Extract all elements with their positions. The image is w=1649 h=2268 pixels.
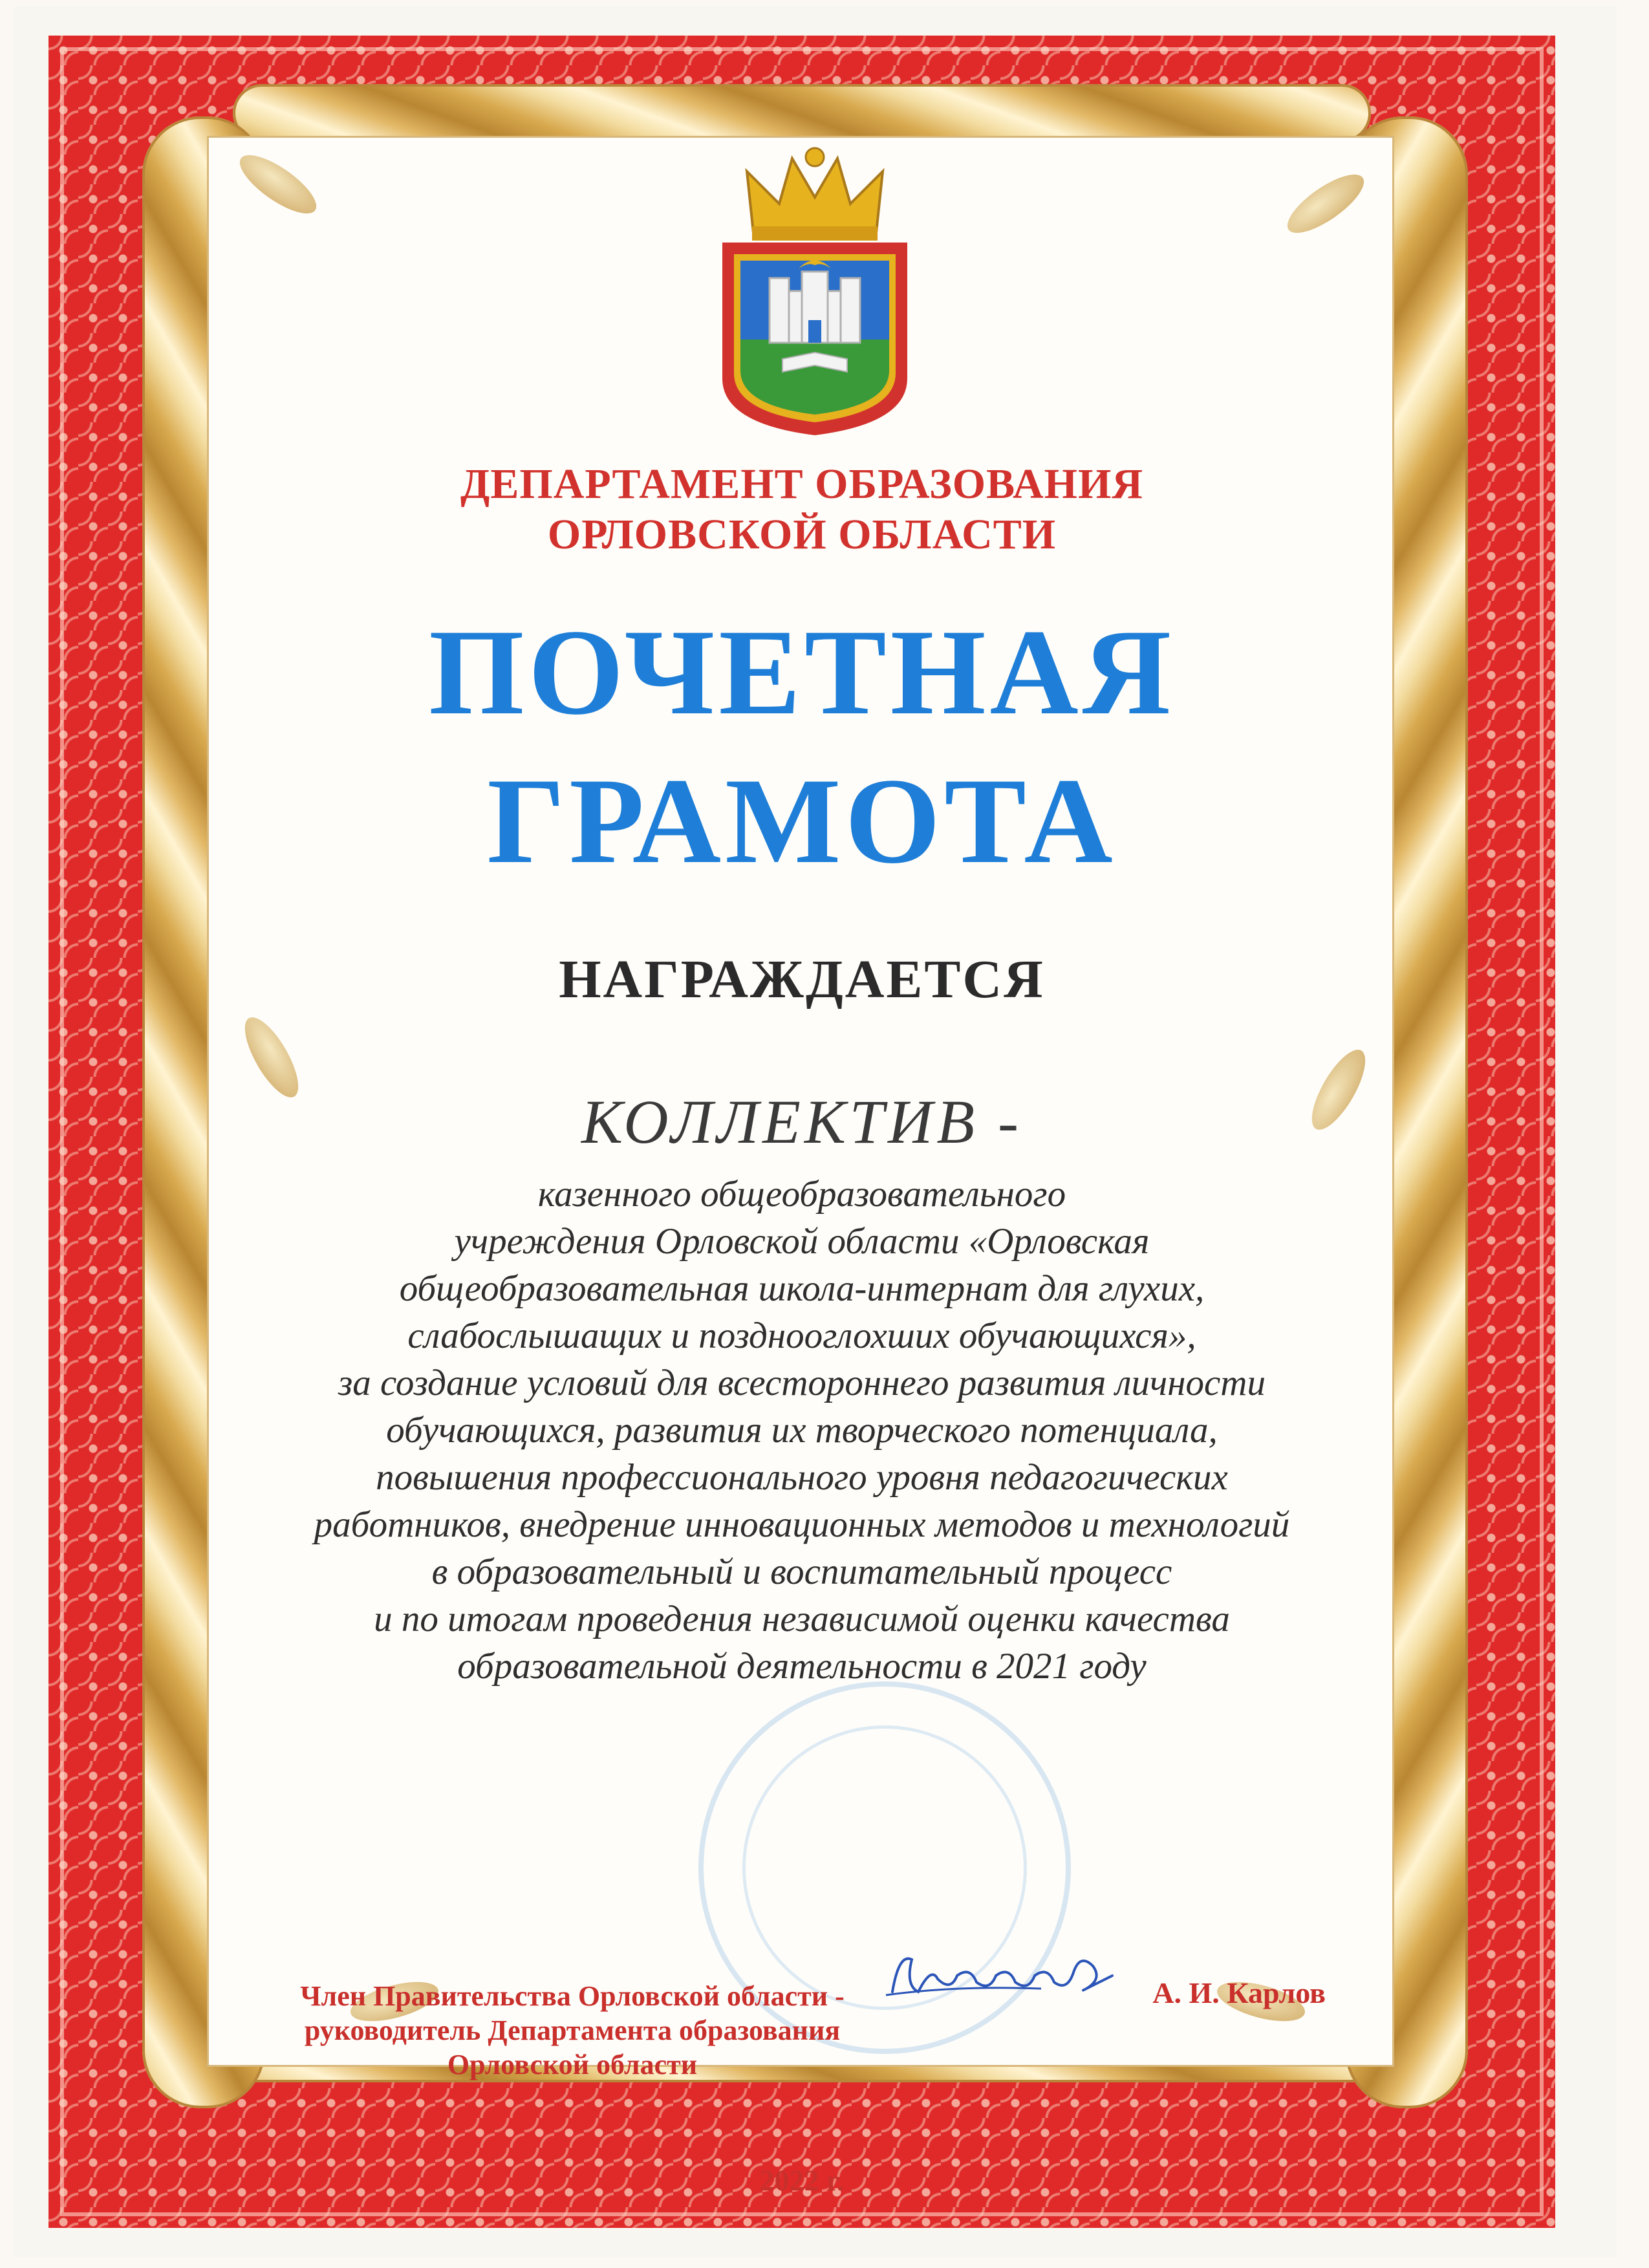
department-line-1: ДЕПАРТАМЕНТ ОБРАЗОВАНИЯ bbox=[460, 460, 1144, 508]
description-line: работников, внедрение инновационных методов и технологий bbox=[314, 1504, 1290, 1545]
title-line-1: ПОЧЕТНАЯ bbox=[429, 605, 1175, 740]
awarded-label: НАГРАЖДАЕТСЯ bbox=[559, 949, 1045, 1010]
description-line: учреждения Орловской области «Орловская bbox=[454, 1221, 1150, 1262]
title-line-2: ГРАМОТА bbox=[487, 753, 1117, 889]
handwritten-signature bbox=[879, 1940, 1125, 2011]
signer-line-2: руководитель Департамента образования bbox=[304, 2014, 841, 2046]
gold-ribbon-top bbox=[233, 84, 1371, 142]
signer-line-3: Орловской области bbox=[447, 2049, 698, 2080]
department-line-2: ОРЛОВСКОЙ ОБЛАСТИ bbox=[547, 511, 1057, 558]
department-heading bbox=[246, 459, 1358, 560]
description-line: слабослышащих и позднооглохших обучающихся», bbox=[407, 1315, 1196, 1356]
signer-name: А. И. Карлов bbox=[1152, 1976, 1326, 2009]
description-line: и по итогам проведения независимой оценки качества bbox=[374, 1599, 1230, 1639]
signer-title bbox=[265, 1979, 879, 2082]
signer-line-1: Член Правительства Орловской области - bbox=[300, 1980, 845, 2012]
description-line: казенного общеобразовательного bbox=[537, 1174, 1066, 1215]
recipient-description bbox=[246, 1171, 1358, 1690]
description-line: за создание условий для всестороннего развития личности bbox=[338, 1363, 1266, 1403]
issue-year: 2022 г. bbox=[759, 2164, 845, 2197]
certificate-title bbox=[246, 598, 1358, 896]
description-line: повышения профессионального уровня педагогических bbox=[376, 1457, 1228, 1498]
description-line: в образовательный и воспитательный процесс bbox=[431, 1551, 1172, 1592]
description-line: общеобразовательная школа-интернат для глухих, bbox=[399, 1268, 1205, 1309]
orel-oblast-coat-of-arms-icon bbox=[708, 146, 921, 437]
recipient-heading: КОЛЛЕКТИВ - bbox=[581, 1087, 1022, 1156]
description-line: обучающихся, развития их творческого потенциала, bbox=[386, 1410, 1218, 1451]
description-line: образовательной деятельности в 2021 году bbox=[457, 1646, 1147, 1687]
certificate-sheet bbox=[13, 6, 1617, 2257]
